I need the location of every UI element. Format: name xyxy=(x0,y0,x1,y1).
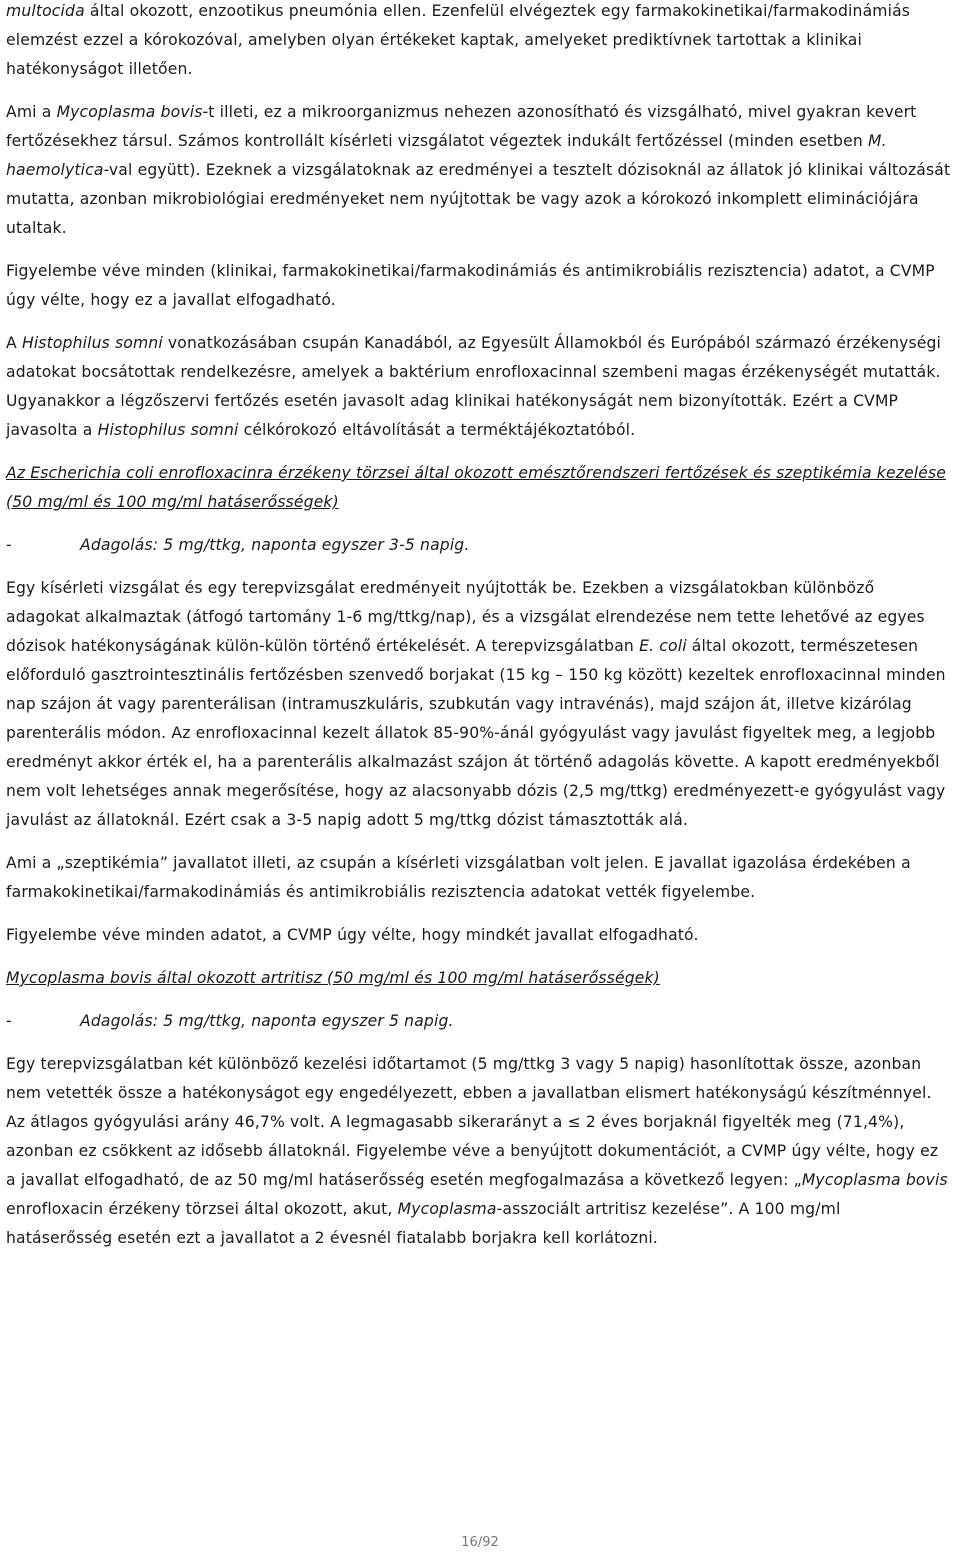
paragraph xyxy=(6,574,951,835)
dosage-item xyxy=(6,531,951,560)
italic-text: Adagolás: 5 mg/ttkg, naponta egyszer 5 napig. xyxy=(80,1012,454,1030)
text-segment: Egy kísérleti vizsgálat és egy terepvizsgálat eredményeit nyújtották be. Ezekben a vizsgálatokban különböző adagokat alkalmaztak (átfogó tartomány 1-6 mg/ttkg/nap), és a vizsgálat elrendezése nem tette lehetővé az egyes dózisok hatékonyságának külön-külön történő értékelését. A terepvizsgálatban xyxy=(6,579,925,655)
text-segment: A xyxy=(6,334,22,352)
text-segment: által okozott, természetesen előforduló gasztrointesztinális fertőzésben szenvedő borjakat (15 kg – 150 kg között) kezeltek enrofloxacinnal minden nap szájon át vagy parenterálisan (intramuszkuláris, szubkután vagy intravénás), majd szájon át, illetve kizárólag parenterális módon. Az enrofloxacinnal kezelt állatok 85-90%-ánál gyógyulást vagy javulást figyeltek meg, a legjobb eredményt akkor érték el, ha a parenterális alkalmazást szájon át történő adagolás követte. A kapott eredményekből nem volt lehetséges annak megerősítése, hogy az alacsonyabb dózis (2,5 mg/ttkg) eredményezett-e gyógyulást vagy javulást az állatoknál. Ezért csak a 3-5 napig adott 5 mg/ttkg dózist támasztották alá. xyxy=(6,637,946,829)
text-segment: enrofloxacin érzékeny törzsei által okozott, akut, xyxy=(6,1200,398,1218)
italic-text: Az Escherichia coli enrofloxacinra érzékeny törzsei által okozott emésztőrendszeri fertőzések és szeptikémia kezelése (50 mg/ml és 100 mg/ml hatáserősségek) xyxy=(6,464,947,511)
text-segment: vonatkozásában csupán Kanadából, az Egyesült Államokból és Európából származó érzékenységi adatokat bocsátottak rendelkezésre, amelyek a baktérium enrofloxacinnal szembeni magas érzékenységét mutatták. Ugyanakkor a légzőszervi fertőzés esetén javasolt adag klinikai hatékonyságát nem bizonyították. Ezért a CVMP javasolta a xyxy=(6,334,942,439)
paragraph xyxy=(6,0,951,84)
document-body xyxy=(6,0,951,1267)
italic-text: M. haemolytica xyxy=(6,132,887,179)
paragraph xyxy=(6,98,951,243)
text-segment: Figyelembe véve minden (klinikai, farmakokinetikai/farmakodinámiás és antimikrobiális rezisztencia) adatot, a CVMP úgy vélte, hogy ez a javallat elfogadható. xyxy=(6,262,935,309)
text-segment: Figyelembe véve minden adatot, a CVMP úgy vélte, hogy mindkét javallat elfogadható. xyxy=(6,926,699,944)
list-dash: - xyxy=(6,536,12,554)
text-segment: -asszociált artritisz kezelése”. A 100 mg/ml hatáserősség esetén ezt a javallatot a 2 évesnél fiatalabb borjakra kell korlátozni. xyxy=(6,1200,841,1247)
section-heading xyxy=(6,459,951,517)
italic-text: Mycoplasma xyxy=(397,1200,497,1218)
italic-text: Histophilus somni xyxy=(21,334,163,352)
italic-text: Mycoplasma bovis xyxy=(56,103,203,121)
italic-text: multocida xyxy=(6,2,85,20)
list-dash: - xyxy=(6,1012,12,1030)
text-segment: Egy terepvizsgálatban két különböző kezelési időtartamot (5 mg/ttkg 3 vagy 5 napig) hasonlítottak össze, azonban nem vetették össze a hatékonyságot egy engedélyezett, ebben a javallatban elismert hatékonyságú készítménnyel. Az átlagos gyógyulási arány 46,7% volt. A legmagasabb sikerarányt a ≤ 2 éves borjaknál figyelték meg (71,4%), azonban ez csökkent az idősebb állatoknál. Figyelembe véve a benyújtott dokumentációt, a CVMP úgy vélte, hogy ez a javallat elfogadható, de az 50 mg/ml hatáserősség esetén megfogalmazása a következő legyen: „ xyxy=(6,1055,939,1189)
text-segment: által okozott, enzootikus pneumónia ellen. Ezenfelül elvégeztek egy farmakokinetikai/farmakodinámiás elemzést ezzel a kórokozóval, amelyben olyan értékeket kaptak, amelyeket prediktívnek tartottak a klinikai hatékonyságot illetően. xyxy=(6,2,911,78)
text-segment: célkórokozó eltávolítását a terméktájékoztatóból. xyxy=(238,421,636,439)
paragraph xyxy=(6,329,951,445)
italic-text: Mycoplasma bovis xyxy=(801,1171,948,1189)
italic-text: Mycoplasma bovis által okozott artritisz (50 mg/ml és 100 mg/ml hatáserősségek) xyxy=(6,969,660,987)
section-heading xyxy=(6,964,951,993)
italic-text: Histophilus somni xyxy=(97,421,239,439)
italic-text: Adagolás: 5 mg/ttkg, naponta egyszer 3-5 napig. xyxy=(80,536,470,554)
italic-text: E. coli xyxy=(639,637,687,655)
paragraph xyxy=(6,1050,951,1253)
dosage-item xyxy=(6,1007,951,1036)
page-number: 16/92 xyxy=(461,1535,499,1550)
paragraph xyxy=(6,257,951,315)
text-segment: -t illeti, ez a mikroorganizmus nehezen azonosítható és vizsgálható, mivel gyakran kevert fertőzésekhez társul. Számos kontrollált kísérleti vizsgálatot végeztek indukált fertőzéssel (minden esetben xyxy=(6,103,917,150)
text-segment: Ami a xyxy=(6,103,57,121)
text-segment: -val együtt). Ezeknek a vizsgálatoknak az eredményei a tesztelt dózisoknál az állatok jó klinikai változását mutatta, azonban mikrobiológiai eredményeket nem nyújtottak be vagy azok a kórokozó inkomplett eliminációjára utaltak. xyxy=(6,161,951,237)
paragraph xyxy=(6,849,951,907)
text-segment: Ami a „szeptikémia” javallatot illeti, az csupán a kísérleti vizsgálatban volt jelen. E javallat igazolása érdekében a farmakokinetikai/farmakodinámiás és antimikrobiális rezisztencia adatokat vették figyelembe. xyxy=(6,854,911,901)
paragraph xyxy=(6,921,951,950)
